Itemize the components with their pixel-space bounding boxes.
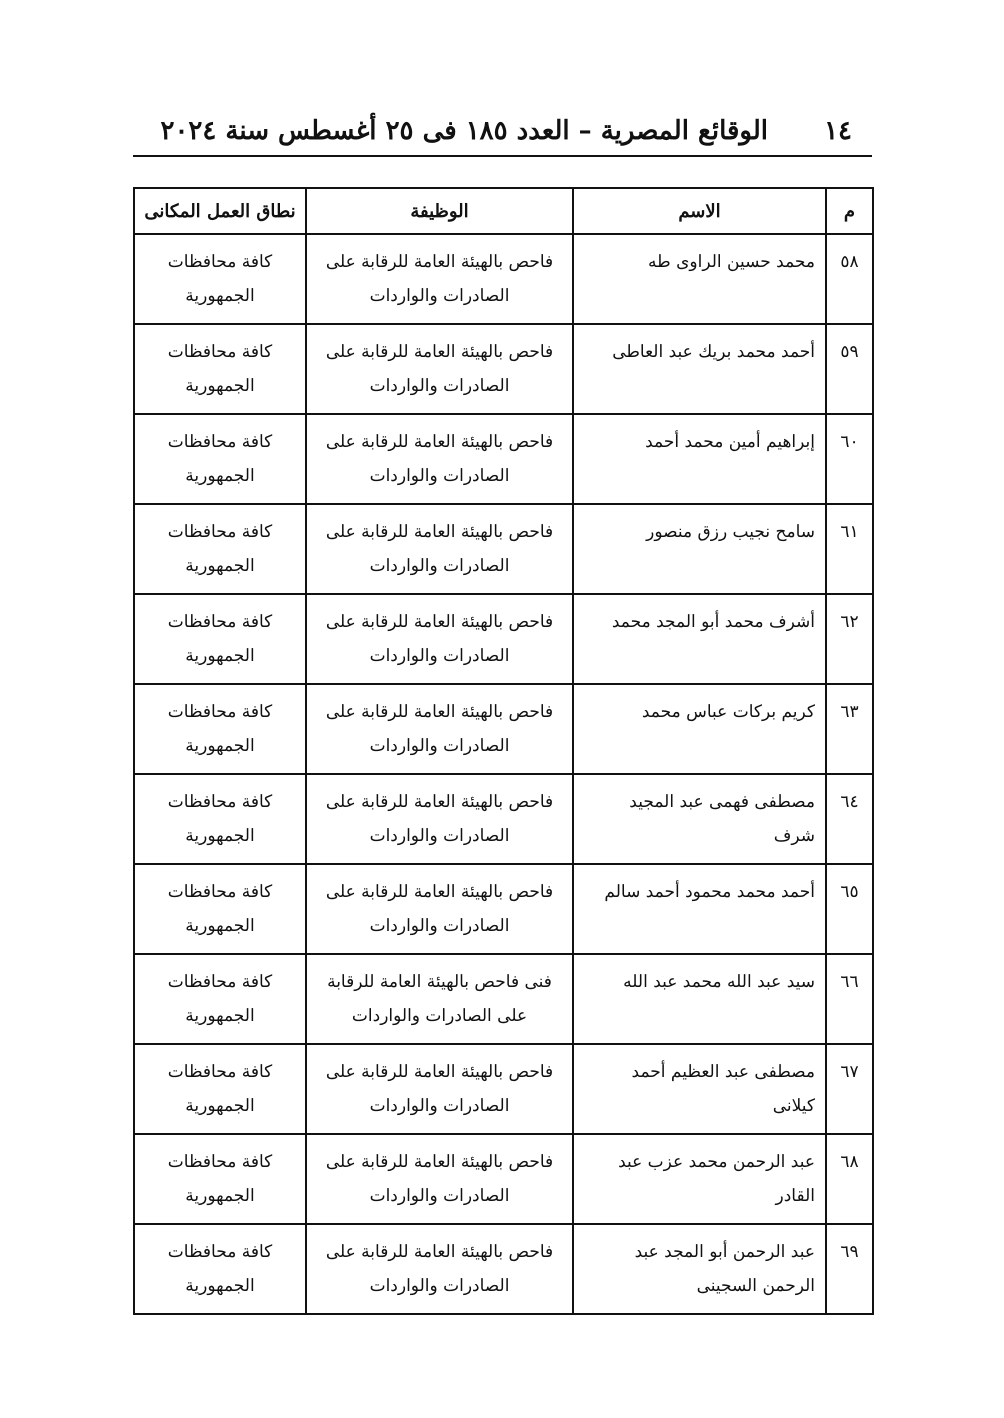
row-number: ٦٤: [826, 774, 873, 864]
column-header-number: م: [826, 188, 873, 234]
table-row: [134, 1134, 873, 1224]
header-divider: [133, 155, 872, 157]
row-name: أحمد محمد بريك عبد العاطى: [573, 324, 826, 414]
row-area: كافة محافظات الجمهورية: [134, 1224, 306, 1314]
table-row: [134, 324, 873, 414]
row-job: فاحص بالهيئة العامة للرقابة على الصادرات والواردات: [306, 774, 573, 864]
row-job: فاحص بالهيئة العامة للرقابة على الصادرات والواردات: [306, 684, 573, 774]
row-number: ٦٦: [826, 954, 873, 1044]
row-number: ٦٣: [826, 684, 873, 774]
column-header-job: الوظيفة: [306, 188, 573, 234]
row-job: فاحص بالهيئة العامة للرقابة على الصادرات والواردات: [306, 234, 573, 324]
row-number: ٥٨: [826, 234, 873, 324]
row-area: كافة محافظات الجمهورية: [134, 1044, 306, 1134]
row-name: مصطفى عبد العظيم أحمد كيلانى: [573, 1044, 826, 1134]
row-area: كافة محافظات الجمهورية: [134, 414, 306, 504]
row-name: سامح نجيب رزق منصور: [573, 504, 826, 594]
table-row: [134, 414, 873, 504]
table-row: [134, 954, 873, 1044]
row-area: كافة محافظات الجمهورية: [134, 324, 306, 414]
row-name: مصطفى فهمى عبد المجيد شرف: [573, 774, 826, 864]
row-number: ٦٢: [826, 594, 873, 684]
row-job: فاحص بالهيئة العامة للرقابة على الصادرات والواردات: [306, 1224, 573, 1314]
row-area: كافة محافظات الجمهورية: [134, 504, 306, 594]
row-job: فاحص بالهيئة العامة للرقابة على الصادرات والواردات: [306, 594, 573, 684]
row-name: سيد عبد الله محمد عبد الله: [573, 954, 826, 1044]
row-number: ٦٧: [826, 1044, 873, 1134]
row-name: كريم بركات عباس محمد: [573, 684, 826, 774]
row-area: كافة محافظات الجمهورية: [134, 864, 306, 954]
row-area: كافة محافظات الجمهورية: [134, 684, 306, 774]
row-job: فاحص بالهيئة العامة للرقابة على الصادرات والواردات: [306, 1044, 573, 1134]
row-number: ٥٩: [826, 324, 873, 414]
table-header-row: [134, 188, 873, 234]
row-area: كافة محافظات الجمهورية: [134, 954, 306, 1044]
column-header-area: نطاق العمل المكانى: [134, 188, 306, 234]
table-row: [134, 1044, 873, 1134]
row-name: أشرف محمد أبو المجد محمد: [573, 594, 826, 684]
row-area: كافة محافظات الجمهورية: [134, 1134, 306, 1224]
table-row: [134, 684, 873, 774]
row-name: عبد الرحمن محمد عزب عبد القادر: [573, 1134, 826, 1224]
row-job: فاحص بالهيئة العامة للرقابة على الصادرات والواردات: [306, 414, 573, 504]
row-number: ٦١: [826, 504, 873, 594]
row-number: ٦٠: [826, 414, 873, 504]
row-job: فاحص بالهيئة العامة للرقابة على الصادرات والواردات: [306, 1134, 573, 1224]
page-number: ١٤: [824, 116, 852, 146]
row-area: كافة محافظات الجمهورية: [134, 774, 306, 864]
table-row: [134, 774, 873, 864]
row-number: ٦٨: [826, 1134, 873, 1224]
row-number: ٦٩: [826, 1224, 873, 1314]
roster-table: [133, 187, 874, 1315]
row-name: محمد حسين الراوى طه: [573, 234, 826, 324]
row-name: أحمد محمد محمود أحمد سالم: [573, 864, 826, 954]
row-job: فاحص بالهيئة العامة للرقابة على الصادرات والواردات: [306, 324, 573, 414]
column-header-name: الاسم: [573, 188, 826, 234]
table-row: [134, 234, 873, 324]
table-row: [134, 864, 873, 954]
row-job: فاحص بالهيئة العامة للرقابة على الصادرات والواردات: [306, 504, 573, 594]
row-job: فنى فاحص بالهيئة العامة للرقابة على الصادرات والواردات: [306, 954, 573, 1044]
row-number: ٦٥: [826, 864, 873, 954]
table-row: [134, 504, 873, 594]
row-area: كافة محافظات الجمهورية: [134, 234, 306, 324]
page-header: [133, 106, 872, 156]
row-name: عبد الرحمن أبو المجد عبد الرحمن السجينى: [573, 1224, 826, 1314]
table-row: [134, 1224, 873, 1314]
gazette-title: الوقائع المصرية – العدد ١٨٥ فى ٢٥ أغسطس سنة ٢٠٢٤: [160, 116, 768, 146]
row-area: كافة محافظات الجمهورية: [134, 594, 306, 684]
row-job: فاحص بالهيئة العامة للرقابة على الصادرات والواردات: [306, 864, 573, 954]
table-row: [134, 594, 873, 684]
row-name: إبراهيم أمين محمد أحمد: [573, 414, 826, 504]
